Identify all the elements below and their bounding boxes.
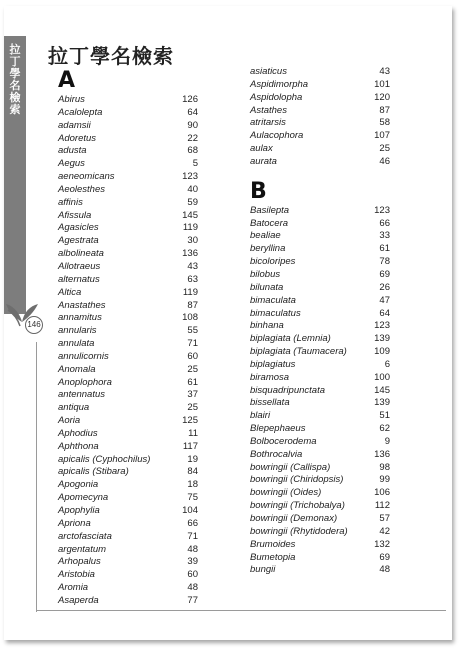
index-page: [4, 6, 452, 640]
entry-name: annularis: [58, 325, 97, 337]
entry-page: 98: [379, 461, 390, 473]
index-entry: [58, 171, 198, 184]
entry-page: 119: [182, 222, 198, 234]
index-entry: [58, 377, 198, 390]
entry-name: bilobus: [250, 268, 281, 280]
section-letter-b: B: [250, 178, 267, 204]
entry-page: 87: [379, 104, 390, 116]
entry-name: bissellata: [250, 397, 290, 409]
entry-page: 11: [188, 427, 198, 439]
entry-name: Aspidolopha: [250, 91, 303, 103]
index-entry: [250, 539, 390, 552]
entry-name: biplagiatus: [250, 358, 296, 370]
entry-name: Arhopalus: [58, 556, 101, 568]
entry-name: Aulacophora: [250, 130, 304, 142]
entry-name: biplagiata (Taumacera): [250, 346, 347, 358]
entry-name: Altica: [58, 286, 82, 298]
index-entry: [58, 145, 198, 158]
entry-page: 126: [182, 94, 198, 105]
index-entry: [58, 428, 198, 441]
entry-name: Anastathes: [58, 299, 106, 311]
entry-page: 25: [379, 143, 390, 155]
index-entry: [58, 300, 198, 313]
index-column-right: [250, 66, 390, 577]
index-entry: [58, 364, 198, 377]
entry-page: 136: [374, 448, 390, 460]
entry-name: Blepephaeus: [250, 423, 306, 435]
entry-page: 48: [187, 582, 198, 594]
index-entry: [58, 544, 198, 557]
index-entry: [250, 410, 390, 423]
entry-page: 145: [374, 384, 390, 396]
entry-page: 63: [187, 273, 198, 285]
entry-name: alternatus: [58, 273, 100, 285]
index-entry: [58, 210, 198, 223]
index-entry: [58, 287, 198, 300]
index-column-left: [58, 68, 198, 608]
entry-name: Bolbocerodema: [250, 435, 317, 447]
entry-page: 33: [379, 230, 390, 242]
index-entry: [58, 505, 198, 518]
entry-name: annamitus: [58, 312, 102, 324]
entry-page: 43: [187, 260, 198, 272]
entry-page: 58: [379, 117, 390, 129]
entry-page: 18: [187, 479, 198, 491]
entry-page: 69: [379, 268, 390, 280]
index-entry: [250, 333, 390, 346]
entry-name: aulax: [250, 143, 273, 155]
entry-page: 119: [182, 286, 198, 298]
entry-page: 145: [182, 209, 198, 221]
index-entry: [58, 197, 198, 210]
entry-page: 55: [187, 325, 198, 337]
entry-name: beryllina: [250, 243, 286, 255]
page-number-badge: [4, 296, 42, 336]
entry-page: 64: [187, 106, 198, 118]
entry-name: bowringii (Chiridopsis): [250, 474, 344, 486]
entry-name: bicoloripes: [250, 256, 296, 268]
entry-page: 108: [182, 312, 198, 324]
page-title: 拉丁學名檢索: [48, 44, 174, 68]
bottom-rule: [36, 610, 446, 611]
entry-page: 90: [187, 119, 198, 131]
entry-page: 30: [187, 235, 198, 247]
entry-name: Agestrata: [58, 235, 99, 247]
index-entry: [58, 441, 198, 454]
entry-name: Agasicles: [58, 222, 99, 234]
entry-page: 5: [192, 158, 198, 170]
entry-page: 71: [187, 530, 198, 542]
entry-name: apicalis (Stibara): [58, 466, 129, 478]
index-entry: [58, 518, 198, 531]
index-entry: [250, 218, 390, 231]
entry-page: 123: [182, 171, 198, 183]
entry-page: 136: [182, 248, 198, 260]
entry-name: Afissula: [58, 209, 92, 221]
entry-page: 69: [379, 551, 390, 563]
entry-page: 22: [187, 132, 198, 144]
index-entry: [250, 372, 390, 385]
index-entry: [58, 556, 198, 569]
entry-name: arctofasciata: [58, 530, 112, 542]
index-entry: [250, 143, 390, 156]
entry-name: Apogonia: [58, 479, 99, 491]
entry-name: Anomala: [58, 363, 96, 375]
index-entry: [58, 466, 198, 479]
index-entry: [58, 248, 198, 261]
index-entry: [58, 261, 198, 274]
entry-page: 37: [187, 389, 198, 401]
entry-page: 100: [374, 371, 390, 383]
entry-name: bowringii (Rhytidodera): [250, 525, 348, 537]
index-entry: [58, 569, 198, 582]
entry-name: Bumetopia: [250, 551, 296, 563]
entry-name: bowringii (Oides): [250, 487, 322, 499]
index-entry: [58, 595, 198, 608]
index-entry: [250, 449, 390, 462]
entry-name: Acalolepta: [58, 106, 103, 118]
entry-name: Aoria: [58, 415, 81, 427]
index-entry: [250, 295, 390, 308]
index-entry: [250, 397, 390, 410]
index-entry: [250, 230, 390, 243]
entry-name: Basilepta: [250, 204, 290, 216]
entry-name: Apomecyna: [58, 492, 109, 504]
entry-page: 6: [384, 358, 390, 370]
entry-name: antiqua: [58, 402, 90, 414]
entry-page: 117: [182, 440, 198, 452]
page-number: 146: [25, 316, 43, 334]
entry-page: 39: [187, 556, 198, 568]
entry-name: bowringii (Demonax): [250, 513, 338, 524]
entry-name: Batocera: [250, 217, 289, 229]
entry-name: Aromia: [58, 582, 89, 594]
entry-name: Astathes: [250, 104, 287, 116]
entry-name: bimaculata: [250, 294, 296, 306]
entry-page: 61: [379, 243, 390, 255]
index-entry: [250, 359, 390, 372]
entry-name: adusta: [58, 145, 87, 157]
index-entry: [58, 582, 198, 595]
index-entry: [250, 385, 390, 398]
index-entry: [250, 92, 390, 105]
entry-page: 71: [187, 338, 198, 350]
index-entry: [250, 564, 390, 577]
entry-page: 40: [187, 183, 198, 195]
entry-name: bilunata: [250, 281, 284, 293]
index-entry: [58, 389, 198, 402]
index-entry: [250, 487, 390, 500]
margin-rule: [36, 342, 37, 612]
index-entry: [58, 415, 198, 428]
index-entry: [250, 130, 390, 143]
index-entry: [58, 338, 198, 351]
entry-name: Aeolesthes: [58, 183, 106, 195]
entry-name: Aphodius: [58, 427, 98, 439]
index-entry: [58, 222, 198, 235]
index-entry: [58, 158, 198, 171]
entry-name: bowringii (Callispa): [250, 461, 331, 473]
index-entry: [250, 105, 390, 118]
entry-name: Allotraeus: [58, 260, 101, 272]
entry-name: affinis: [58, 196, 83, 208]
entry-page: 139: [374, 333, 390, 345]
entry-name: bungii: [250, 564, 276, 576]
index-entry: [250, 156, 390, 169]
entry-page: 59: [187, 196, 198, 208]
entry-name: antennatus: [58, 389, 106, 401]
entry-name: bealiae: [250, 230, 281, 242]
index-entry: [58, 235, 198, 248]
index-entry: [58, 312, 198, 325]
index-entry: [58, 531, 198, 544]
index-entry: [250, 269, 390, 282]
index-entry: [58, 133, 198, 146]
entry-page: 139: [374, 397, 390, 409]
entry-page: 123: [374, 320, 390, 332]
index-entry: [250, 436, 390, 449]
entry-page: 107: [374, 130, 390, 142]
index-entry: [58, 325, 198, 338]
entry-page: 101: [374, 78, 390, 90]
entry-name: bisquadripunctata: [250, 384, 325, 396]
entry-name: Abirus: [58, 94, 85, 105]
index-entry: [58, 454, 198, 467]
entry-name: Apriona: [58, 517, 91, 529]
side-tab-label: 拉 丁 學 名 檢 索: [9, 43, 21, 116]
entry-page: 46: [379, 155, 390, 167]
entry-page: 104: [182, 505, 198, 516]
entry-name: Asaperda: [58, 594, 99, 606]
entry-page: 51: [379, 410, 390, 422]
entry-page: 42: [379, 525, 390, 537]
entry-name: asiaticus: [250, 66, 287, 77]
index-entry: [250, 423, 390, 436]
index-entry: [58, 479, 198, 492]
index-entry: [58, 351, 198, 364]
entry-page: 48: [379, 564, 390, 576]
entry-page: 9: [384, 435, 390, 447]
entry-name: Aspidimorpha: [250, 78, 309, 90]
entry-page: 87: [187, 299, 198, 311]
index-entry: [58, 184, 198, 197]
entry-name: binhana: [250, 320, 284, 332]
index-entry: [250, 256, 390, 269]
index-entry: [250, 552, 390, 565]
index-entry: [58, 107, 198, 120]
entry-name: argentatum: [58, 543, 107, 555]
entry-name: Aegus: [58, 158, 85, 170]
entry-name: Aristobia: [58, 569, 95, 581]
entry-page: 25: [187, 402, 198, 414]
entry-name: apicalis (Cyphochilus): [58, 453, 151, 465]
entry-page: 43: [379, 66, 390, 77]
entry-page: 57: [379, 513, 390, 524]
index-entry: [250, 79, 390, 92]
entry-page: 123: [374, 204, 390, 216]
index-entry: [250, 205, 390, 218]
entry-page: 132: [374, 538, 390, 550]
entry-name: adamsii: [58, 119, 91, 131]
entry-page: 62: [379, 423, 390, 435]
entry-page: 120: [374, 91, 390, 103]
entry-name: atritarsis: [250, 117, 286, 129]
entry-page: 112: [374, 500, 390, 512]
entry-page: 109: [374, 346, 390, 358]
entry-page: 84: [187, 466, 198, 478]
index-entry: [58, 402, 198, 415]
entry-page: 125: [182, 415, 198, 427]
entry-name: bowringii (Trichobalya): [250, 500, 345, 512]
entry-name: biplagiata (Lemnia): [250, 333, 331, 345]
entry-page: 66: [187, 517, 198, 529]
entry-name: bimaculatus: [250, 307, 301, 319]
index-entry: [250, 282, 390, 295]
index-entry: [250, 513, 390, 526]
entry-page: 47: [379, 294, 390, 306]
index-entry: [250, 243, 390, 256]
entry-name: Adoretus: [58, 132, 97, 144]
index-entry: [250, 462, 390, 475]
entry-name: Anoplophora: [58, 376, 112, 388]
entry-page: 25: [187, 363, 198, 375]
entry-page: 68: [187, 145, 198, 157]
entry-page: 99: [379, 474, 390, 486]
entry-page: 60: [187, 569, 198, 581]
entry-name: Brumoides: [250, 538, 296, 550]
entry-name: aeneomicans: [58, 171, 115, 183]
entry-name: Bothrocalvia: [250, 448, 303, 460]
entry-page: 75: [187, 492, 198, 504]
index-entry: [250, 66, 390, 79]
section-letter-a: A: [58, 68, 76, 93]
entry-name: annulicornis: [58, 350, 109, 362]
index-entry: [250, 320, 390, 333]
index-entry: [250, 526, 390, 539]
side-tab: [4, 36, 26, 314]
index-entry: [250, 308, 390, 321]
entry-page: 26: [379, 281, 390, 293]
index-entry: [58, 492, 198, 505]
entry-name: Aphthona: [58, 440, 99, 452]
entry-page: 77: [187, 594, 198, 606]
index-entry: [58, 94, 198, 107]
entry-name: Apophylia: [58, 505, 100, 516]
index-entry: [250, 500, 390, 513]
entry-page: 48: [187, 543, 198, 555]
entry-page: 19: [187, 453, 198, 465]
entry-page: 60: [187, 350, 198, 362]
entry-name: blairi: [250, 410, 271, 422]
entry-name: albolineata: [58, 248, 104, 260]
entry-page: 78: [379, 256, 390, 268]
entry-page: 61: [187, 376, 198, 388]
index-entry: [250, 474, 390, 487]
entry-page: 66: [379, 217, 390, 229]
entry-page: 106: [374, 487, 390, 499]
index-entry: [58, 274, 198, 287]
index-entry: [250, 346, 390, 359]
entry-name: biramosa: [250, 371, 290, 383]
entry-name: aurata: [250, 155, 277, 167]
entry-name: annulata: [58, 338, 95, 350]
index-entry: [58, 120, 198, 133]
index-entry: [250, 117, 390, 130]
entry-page: 64: [379, 307, 390, 319]
